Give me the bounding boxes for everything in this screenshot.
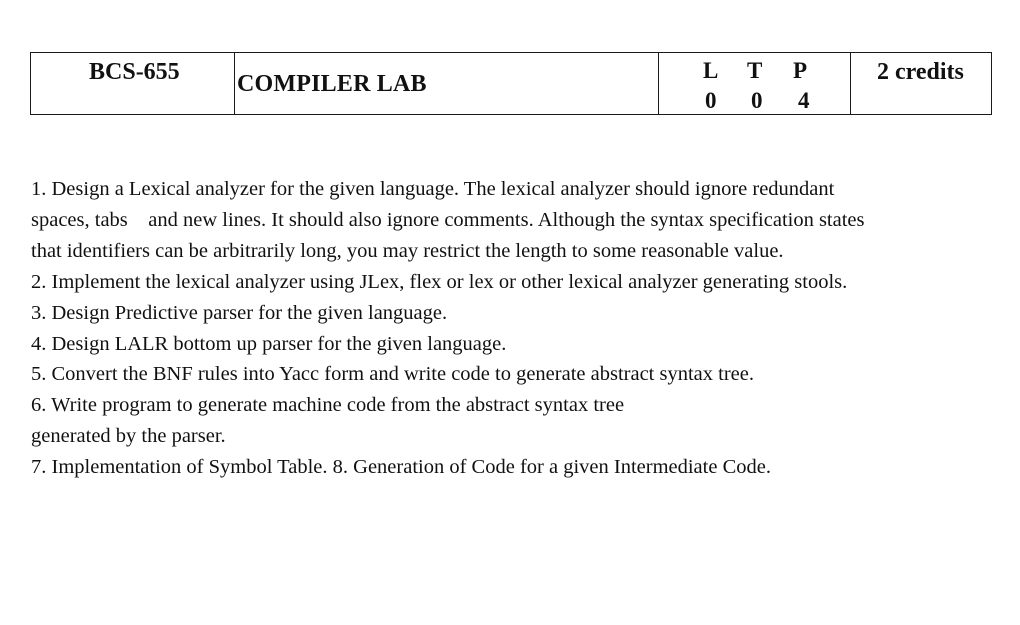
experiment-line: 5. Convert the BNF rules into Yacc form and write code to generate abstract syntax tree.	[31, 363, 754, 386]
ltp-value-p: 4	[798, 88, 810, 113]
course-title-cell	[235, 53, 659, 114]
ltp-header-t: T	[747, 58, 763, 83]
experiment-line: spaces, tabs and new lines. It should also ignore comments. Although the syntax specification states	[31, 208, 865, 231]
experiment-line: 1. Design a Lexical analyzer for the given language. The lexical analyzer should ignore redundant	[31, 178, 835, 200]
experiment-line: 4. Design LALR bottom up parser for the given language.	[31, 332, 507, 355]
experiment-line: that identifiers can be arbitrarily long, you may restrict the length to some reasonable value.	[31, 239, 784, 262]
ltp-value-t: 0	[751, 88, 763, 113]
experiment-line: 6. Write program to generate machine code from the abstract syntax tree	[31, 394, 625, 417]
experiment-list	[31, 174, 996, 483]
experiment-line: 7. Implementation of Symbol Table. 8. Generation of Code for a given Intermediate Code.	[31, 456, 771, 479]
experiment-line: 3. Design Predictive parser for the given language.	[31, 301, 448, 324]
ltp-cell	[659, 53, 851, 114]
experiment-line: 2. Implement the lexical analyzer using JLex, flex or lex or other lexical analyzer generating stools.	[31, 270, 848, 293]
credits-cell	[851, 53, 991, 114]
ltp-header-l: L	[703, 58, 719, 83]
course-title: COMPILER LAB	[237, 71, 427, 97]
course-code-cell	[31, 53, 235, 114]
course-credits: 2 credits	[877, 59, 964, 85]
ltp-header-p: P	[793, 58, 808, 83]
ltp-value-l: 0	[705, 88, 717, 113]
course-code: BCS-655	[89, 59, 180, 85]
course-header-table	[30, 52, 992, 115]
experiment-line: generated by the parser.	[31, 425, 226, 448]
